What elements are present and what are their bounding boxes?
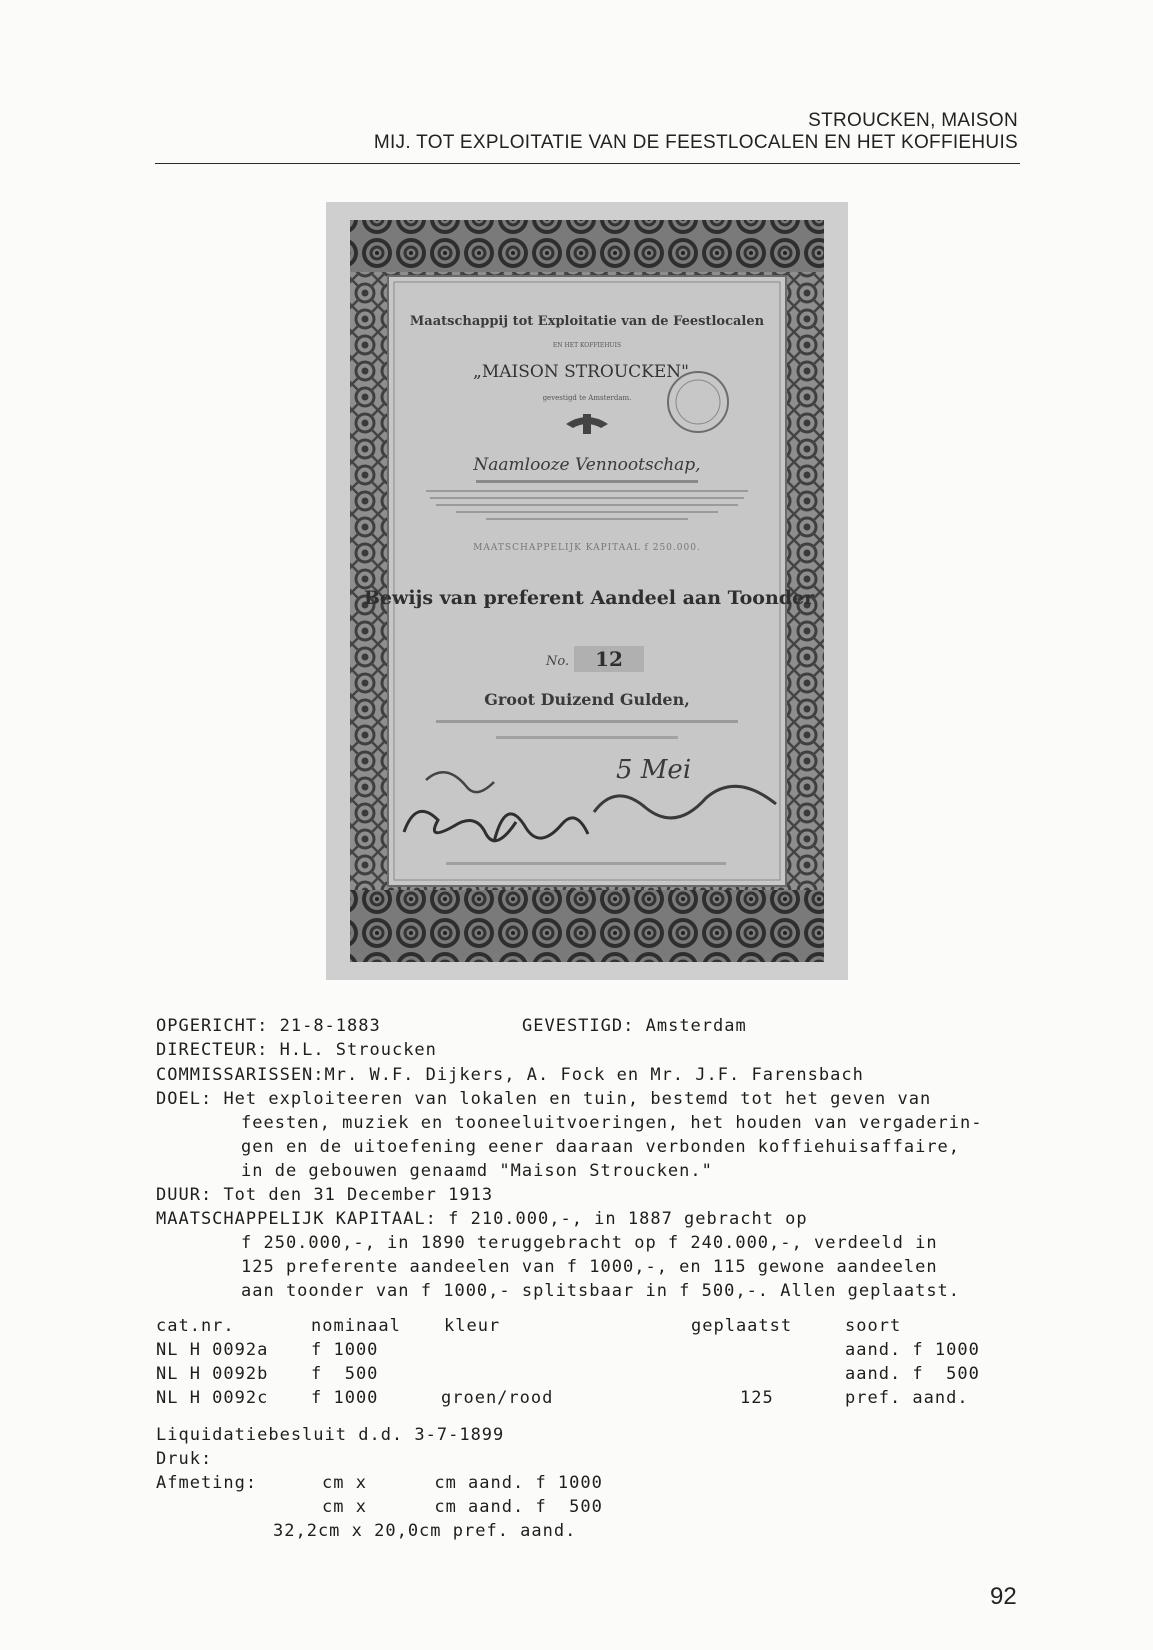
- gevestigd-label: GEVESTIGD:: [522, 1016, 635, 1036]
- col-header-kleur: kleur: [444, 1316, 501, 1336]
- cert-capital-line: MAATSCHAPPELIJK KAPITAAL f 250.000.: [473, 543, 701, 553]
- cell-soort: aand. f 500: [845, 1364, 980, 1384]
- page-header-subtitle: MIJ. TOT EXPLOITATIE VAN DE FEESTLOCALEN EN HET KOFFIEHUIS: [373, 132, 1018, 153]
- directeur-value: H.L. Stroucken: [279, 1040, 437, 1060]
- afmeting-line-2: cm x cm aand. f 500: [322, 1497, 603, 1517]
- cert-name: „MAISON STROUCKEN": [473, 362, 689, 382]
- kapitaal-label: MAATSCHAPPELIJK KAPITAAL:: [156, 1209, 437, 1229]
- cert-type-line: Naamlooze Vennootschap,: [473, 455, 701, 475]
- duur-label: DUUR:: [156, 1185, 213, 1205]
- page-header-title: STROUCKEN, MAISON: [808, 110, 1018, 131]
- cell-kleur: groen/rood: [441, 1388, 554, 1408]
- header-rule: [155, 163, 1020, 164]
- doel-label: DOEL:: [156, 1089, 213, 1109]
- cell-geplaatst: 125: [740, 1388, 774, 1408]
- cert-date: 5 Mei: [616, 755, 692, 785]
- col-header-catnr: cat.nr.: [156, 1316, 235, 1336]
- cert-number: 12: [595, 647, 623, 671]
- share-certificate-image: [326, 202, 848, 980]
- col-header-geplaatst: geplaatst: [691, 1316, 793, 1336]
- kapitaal-line-4: aan toonder van f 1000,- splitsbaar in f 500,-. Allen geplaatst.: [241, 1281, 961, 1301]
- kapitaal-line-3: 125 preferente aandeelen van f 1000,-, en 115 gewone aandeelen: [241, 1257, 938, 1277]
- cert-location: gevestigd te Amsterdam.: [542, 394, 632, 402]
- cell-catnr: NL H 0092c: [156, 1388, 269, 1408]
- afmeting-line-1: cm x cm aand. f 1000: [322, 1473, 603, 1493]
- cell-nominaal: f 1000: [311, 1340, 379, 1360]
- kapitaal-line-2: f 250.000,-, in 1890 teruggebracht op f 240.000,-, verdeeld in: [241, 1233, 938, 1253]
- cell-catnr: NL H 0092b: [156, 1364, 269, 1384]
- kapitaal-line-1: f 210.000,-, in 1887 gebracht op: [448, 1209, 808, 1229]
- directeur-label: DIRECTEUR:: [156, 1040, 269, 1060]
- duur-value: Tot den 31 December 1913: [223, 1185, 494, 1205]
- cell-soort: aand. f 1000: [845, 1340, 980, 1360]
- cert-title: Bewijs van preferent Aandeel aan Toonder: [363, 587, 815, 609]
- afmeting-label: Afmeting:: [156, 1473, 258, 1493]
- commissarissen-label: COMMISSARISSEN:: [156, 1065, 325, 1085]
- cert-company-line: Maatschappij tot Exploitatie van de Feestlocalen: [409, 314, 765, 329]
- page-number: 92: [990, 1583, 1017, 1610]
- cell-soort: pref. aand.: [845, 1388, 969, 1408]
- opgericht-label: OPGERICHT:: [156, 1016, 269, 1036]
- col-header-soort: soort: [845, 1316, 902, 1336]
- gevestigd-value: Amsterdam: [645, 1016, 747, 1036]
- cell-nominaal: f 500: [311, 1364, 379, 1384]
- cert-value: Groot Duizend Gulden,: [484, 690, 690, 709]
- druk-line: Druk:: [156, 1449, 213, 1469]
- liquidatie-line: Liquidatiebesluit d.d. 3-7-1899: [156, 1425, 505, 1445]
- afmeting-line-3: 32,2cm x 20,0cm pref. aand.: [273, 1521, 577, 1541]
- doel-line-4: in de gebouwen genaamd "Maison Stroucken.": [241, 1161, 713, 1181]
- cell-nominaal: f 1000: [311, 1388, 379, 1408]
- doel-line-3: gen en de uitoefening eener daaraan verbonden koffiehuisaffaire,: [241, 1137, 961, 1157]
- doel-line-2: feesten, muziek en tooneeluitvoeringen, het houden van vergaderin-: [241, 1113, 983, 1133]
- cell-catnr: NL H 0092a: [156, 1340, 269, 1360]
- doel-line-1: Het exploiteeren van lokalen en tuin, bestemd tot het geven van: [223, 1089, 932, 1109]
- cert-sub-line: EN HET KOFFIEHUIS: [552, 342, 622, 349]
- commissarissen-value: Mr. W.F. Dijkers, A. Fock en Mr. J.F. Farensbach: [324, 1065, 864, 1085]
- opgericht-value: 21-8-1883: [279, 1016, 381, 1036]
- cert-number-prefix: No.: [546, 654, 570, 669]
- col-header-nominaal: nominaal: [311, 1316, 401, 1336]
